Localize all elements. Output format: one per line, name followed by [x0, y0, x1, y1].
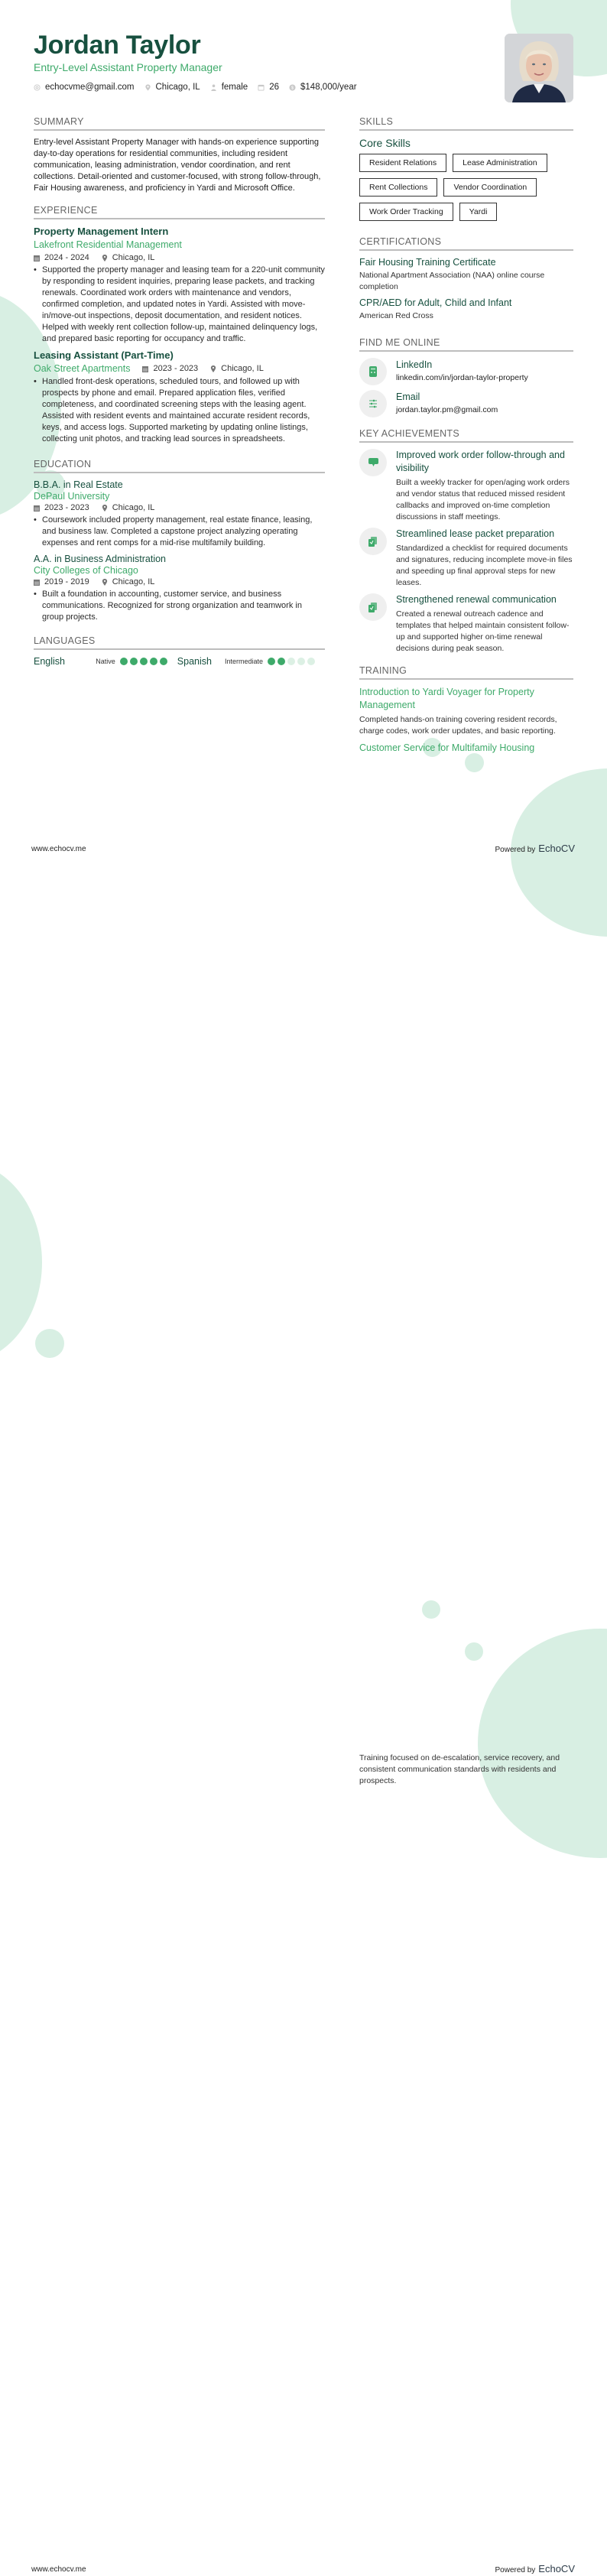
- online-label: Email: [396, 391, 420, 402]
- job-title: Leasing Assistant (Part-Time): [34, 349, 174, 361]
- skill-tag: Work Order Tracking: [359, 203, 453, 221]
- online-value[interactable]: jordan.taylor.pm@gmail.com: [396, 405, 498, 414]
- calendar-icon: [34, 505, 40, 512]
- linkedin-icon: [359, 358, 387, 385]
- online-heading: FIND ME ONLINE: [359, 337, 573, 352]
- rating-dot-empty: [307, 658, 315, 665]
- skills-heading: SKILLS: [359, 116, 573, 131]
- contact-age: [258, 83, 279, 92]
- education-item: [34, 554, 325, 623]
- rating-dot-empty: [287, 658, 295, 665]
- summary-section: [34, 116, 325, 194]
- documents-icon: [359, 528, 387, 555]
- footer-powered-by: [495, 2563, 575, 2574]
- education-location-value: Chicago, IL: [112, 503, 155, 512]
- job-bullet: [34, 265, 325, 345]
- experience-heading: EXPERIENCE: [34, 205, 325, 219]
- education-location-value: Chicago, IL: [112, 577, 155, 586]
- bullet-dot: •: [34, 377, 37, 386]
- decor-circle-left-p2: [0, 1162, 42, 1363]
- education-location: [102, 577, 155, 586]
- degree-title: A.A. in Business Administration: [34, 554, 166, 564]
- training-item: [359, 742, 573, 755]
- calendar-icon: [142, 365, 148, 372]
- contact-location-value: Chicago, IL: [155, 83, 200, 92]
- training-title: Introduction to Yardi Voyager for Property Management: [359, 687, 534, 710]
- experience-item: [34, 349, 325, 445]
- skill-tag: Vendor Coordination: [443, 178, 537, 197]
- language-level: Native: [96, 658, 115, 665]
- portrait-illustration: [505, 34, 573, 102]
- certification-issuer: National Apartment Association (NAA) online course completion: [359, 271, 545, 291]
- online-value[interactable]: linkedin.com/in/jordan-taylor-property: [396, 373, 528, 382]
- job-dates-value: 2023 - 2023: [153, 364, 199, 373]
- location-pin-icon: [102, 255, 108, 261]
- languages-heading: LANGUAGES: [34, 635, 325, 650]
- languages-row: [34, 656, 325, 667]
- education-dates-value: 2023 - 2023: [44, 503, 89, 512]
- training-heading: TRAINING: [359, 665, 573, 680]
- achievements-section: [359, 428, 573, 655]
- profile-photo: [505, 34, 573, 102]
- right-column: [359, 116, 573, 757]
- job-dates: [34, 253, 89, 262]
- footer-website[interactable]: www.echocv.me: [31, 2565, 86, 2574]
- email-sliders-icon: [359, 390, 387, 417]
- contact-age-value: 26: [269, 83, 280, 92]
- documents-icon: [359, 593, 387, 621]
- education-meta: [34, 503, 325, 512]
- rating-dot-filled: [120, 658, 128, 665]
- job-location: [210, 364, 264, 373]
- online-section: [359, 337, 573, 417]
- company-name: Lakefront Residential Management: [34, 239, 182, 250]
- job-meta: [34, 253, 325, 262]
- resume-page-2: [0, 1717, 607, 2576]
- certification-title: Fair Housing Training Certificate: [359, 257, 496, 268]
- school-name: DePaul University: [34, 491, 110, 502]
- job-meta: [34, 363, 325, 374]
- calendar-icon: [258, 84, 265, 91]
- bullet-dot: •: [34, 590, 37, 599]
- skill-tag: Rent Collections: [359, 178, 437, 197]
- achievement-desc: Standardized a checklist for required documents and signatures, reducing incomplete move-in files and speeding up final approval steps for new leases.: [396, 544, 573, 587]
- language-rating-english: [120, 658, 170, 665]
- contact-location: [144, 83, 200, 92]
- rating-dot-filled: [150, 658, 157, 665]
- education-dates-value: 2019 - 2019: [44, 577, 89, 586]
- job-dates: [142, 364, 198, 373]
- contact-email-value: echocvme@gmail.com: [45, 83, 135, 92]
- experience-section: [34, 205, 325, 445]
- location-pin-icon: [102, 505, 108, 512]
- job-location-value: Chicago, IL: [112, 253, 155, 262]
- education-section: [34, 459, 325, 623]
- candidate-title: Entry-Level Assistant Property Manager: [34, 61, 222, 73]
- candidate-name: Jordan Taylor: [34, 31, 201, 60]
- education-dates: [34, 577, 89, 586]
- language-level: Intermediate: [224, 658, 263, 665]
- skill-tag: Resident Relations: [359, 154, 446, 172]
- skills-group-title: Core Skills: [359, 137, 411, 149]
- rating-dot-filled: [140, 658, 148, 665]
- job-bullet-text: Supported the property manager and leasing team for a 220-unit community by responding to resident inquiries, preparing lease packets, and tracking renewals. Coordinated work orders with maintenance and vendors, confirmed completion, and updated notes in Yardi. Assisted with move-in/move-out inspections, deposit documentation, and resident notices. Helped with weekly rent collection follow-up, maintained delinquency logs, and prepared basic reporting for occupancy and traffic.: [42, 265, 325, 343]
- certification-item: [359, 297, 573, 322]
- certification-item: [359, 257, 573, 293]
- contact-gender-value: female: [221, 83, 248, 92]
- calendar-icon: [34, 255, 40, 261]
- education-meta: [34, 577, 325, 586]
- decor-dot-bottom-2: [465, 1642, 483, 1661]
- decor-dot-left-p2: [35, 1329, 64, 1358]
- contact-email: [34, 83, 135, 92]
- job-bullet-text: Handled front-desk operations, scheduled tours, and followed up with prospects by phone and email. Prepared application files, verified completeness, and coordinated screening steps with the leasing agent. Assisted with resident events and maintained accurate resident records, keys, and access logs. Supported marketing by updating online listings, collecting unit photos, and tracking lead sources in spreadsheets.: [42, 377, 310, 443]
- company-name: Oak Street Apartments: [34, 363, 131, 374]
- training-title: Customer Service for Multifamily Housing: [359, 742, 535, 753]
- education-location: [102, 503, 155, 512]
- contact-salary: [289, 83, 357, 92]
- person-icon: [210, 84, 217, 91]
- experience-item: [34, 226, 325, 345]
- job-location-value: Chicago, IL: [221, 364, 264, 373]
- skill-tags: [359, 154, 573, 227]
- dollar-coin-icon: [289, 84, 296, 91]
- training-item: [359, 686, 573, 737]
- online-text: [396, 358, 528, 385]
- education-bullet: [34, 589, 325, 623]
- achievement-title: Strengthened renewal communication: [396, 594, 557, 605]
- language-name: English: [34, 656, 65, 667]
- education-item: [34, 479, 325, 549]
- job-title: Property Management Intern: [34, 226, 169, 237]
- achievement-desc: Created a renewal outreach cadence and templates that helped maintain consistent follow-up and supported higher on-time renewal decisions during peak season.: [396, 609, 570, 653]
- job-bullet: [34, 376, 325, 445]
- brand-name[interactable]: EchoCV: [538, 2563, 575, 2574]
- achievement-title: Streamlined lease packet preparation: [396, 528, 555, 539]
- summary-text: Entry-level Assistant Property Manager with hands-on experience supporting day-to-day operations for residential communities, including resident communication, leasing administration, vendor coordination, and rent collections. Detail-oriented and customer-focused, with strong follow-through, Fair Housing awareness, and proficiency in Yardi and Microsoft Office.: [34, 138, 321, 193]
- resume-page-1: [0, 0, 607, 859]
- contact-bar: [34, 83, 367, 92]
- degree-title: B.B.A. in Real Estate: [34, 479, 123, 490]
- online-text: [396, 390, 498, 417]
- achievement-text: [396, 528, 573, 589]
- skills-section: [359, 116, 573, 227]
- contact-gender: [210, 83, 248, 92]
- location-pin-icon: [102, 579, 108, 586]
- skill-tag: Yardi: [459, 203, 498, 221]
- footer-powered-by: [495, 843, 575, 854]
- online-label: LinkedIn: [396, 359, 433, 370]
- school-name: City Colleges of Chicago: [34, 565, 138, 576]
- achievement-title: Improved work order follow-through and visibility: [396, 450, 565, 473]
- education-dates: [34, 503, 89, 512]
- calendar-icon: [34, 579, 40, 586]
- svg-text:$: $: [291, 86, 294, 91]
- powered-by-label: Powered by: [495, 2566, 536, 2574]
- training-section: [359, 665, 573, 755]
- education-bullet: [34, 515, 325, 549]
- left-column: [34, 116, 325, 667]
- education-heading: EDUCATION: [34, 459, 325, 473]
- achievement-item: [359, 528, 573, 589]
- chat-bubble-icon: [359, 449, 387, 476]
- brand-name[interactable]: EchoCV: [538, 843, 575, 854]
- rating-dot-empty: [297, 658, 305, 665]
- summary-heading: SUMMARY: [34, 116, 325, 131]
- achievement-item: [359, 593, 573, 655]
- achievement-text: [396, 593, 573, 655]
- language-rating-spanish: [268, 658, 317, 665]
- online-item-email[interactable]: [359, 390, 573, 417]
- powered-by-label: Powered by: [495, 846, 536, 854]
- at-icon: [34, 84, 41, 91]
- achievement-desc: Built a weekly tracker for open/aging work orders and vendor status that reduced missed resident callbacks and improved on-time completion discussions in staff meetings.: [396, 478, 570, 521]
- skill-tag: Lease Administration: [453, 154, 547, 172]
- achievements-heading: KEY ACHIEVEMENTS: [359, 428, 573, 443]
- footer-website[interactable]: www.echocv.me: [31, 845, 86, 853]
- certifications-section: [359, 236, 573, 322]
- certification-title: CPR/AED for Adult, Child and Infant: [359, 297, 512, 308]
- rating-dot-filled: [278, 658, 285, 665]
- location-pin-icon: [144, 84, 151, 91]
- training-desc: Completed hands-on training covering resident records, charge codes, work order updates, and basic reporting.: [359, 715, 557, 736]
- decor-dot-bottom-1: [422, 1600, 440, 1619]
- training-desc-continued: Training focused on de-escalation, service recovery, and consistent communication standards with residents and prospects.: [359, 1753, 560, 1785]
- language-name: Spanish: [177, 656, 212, 667]
- job-dates-value: 2024 - 2024: [44, 253, 89, 262]
- contact-salary-value: $148,000/year: [300, 83, 357, 92]
- rating-dot-filled: [268, 658, 275, 665]
- achievement-text: [396, 449, 573, 523]
- languages-section: [34, 635, 325, 667]
- online-item-linkedin[interactable]: [359, 358, 573, 385]
- location-pin-icon: [210, 365, 216, 372]
- job-location: [102, 253, 155, 262]
- certifications-heading: CERTIFICATIONS: [359, 236, 573, 251]
- rating-dot-filled: [130, 658, 138, 665]
- education-bullet-text: Coursework included property management, real estate finance, leasing, and business law. Completed a capstone project analyzing operating expenses and rent comps for a mid-rise multifamily building.: [42, 515, 313, 547]
- rating-dot-filled: [160, 658, 167, 665]
- certification-issuer: American Red Cross: [359, 311, 433, 320]
- bullet-dot: •: [34, 265, 37, 274]
- education-bullet-text: Built a foundation in accounting, customer service, and business communications. Recognized for strong organization and teamwork in group projects.: [42, 590, 302, 622]
- bullet-dot: •: [34, 515, 37, 525]
- achievement-item: [359, 449, 573, 523]
